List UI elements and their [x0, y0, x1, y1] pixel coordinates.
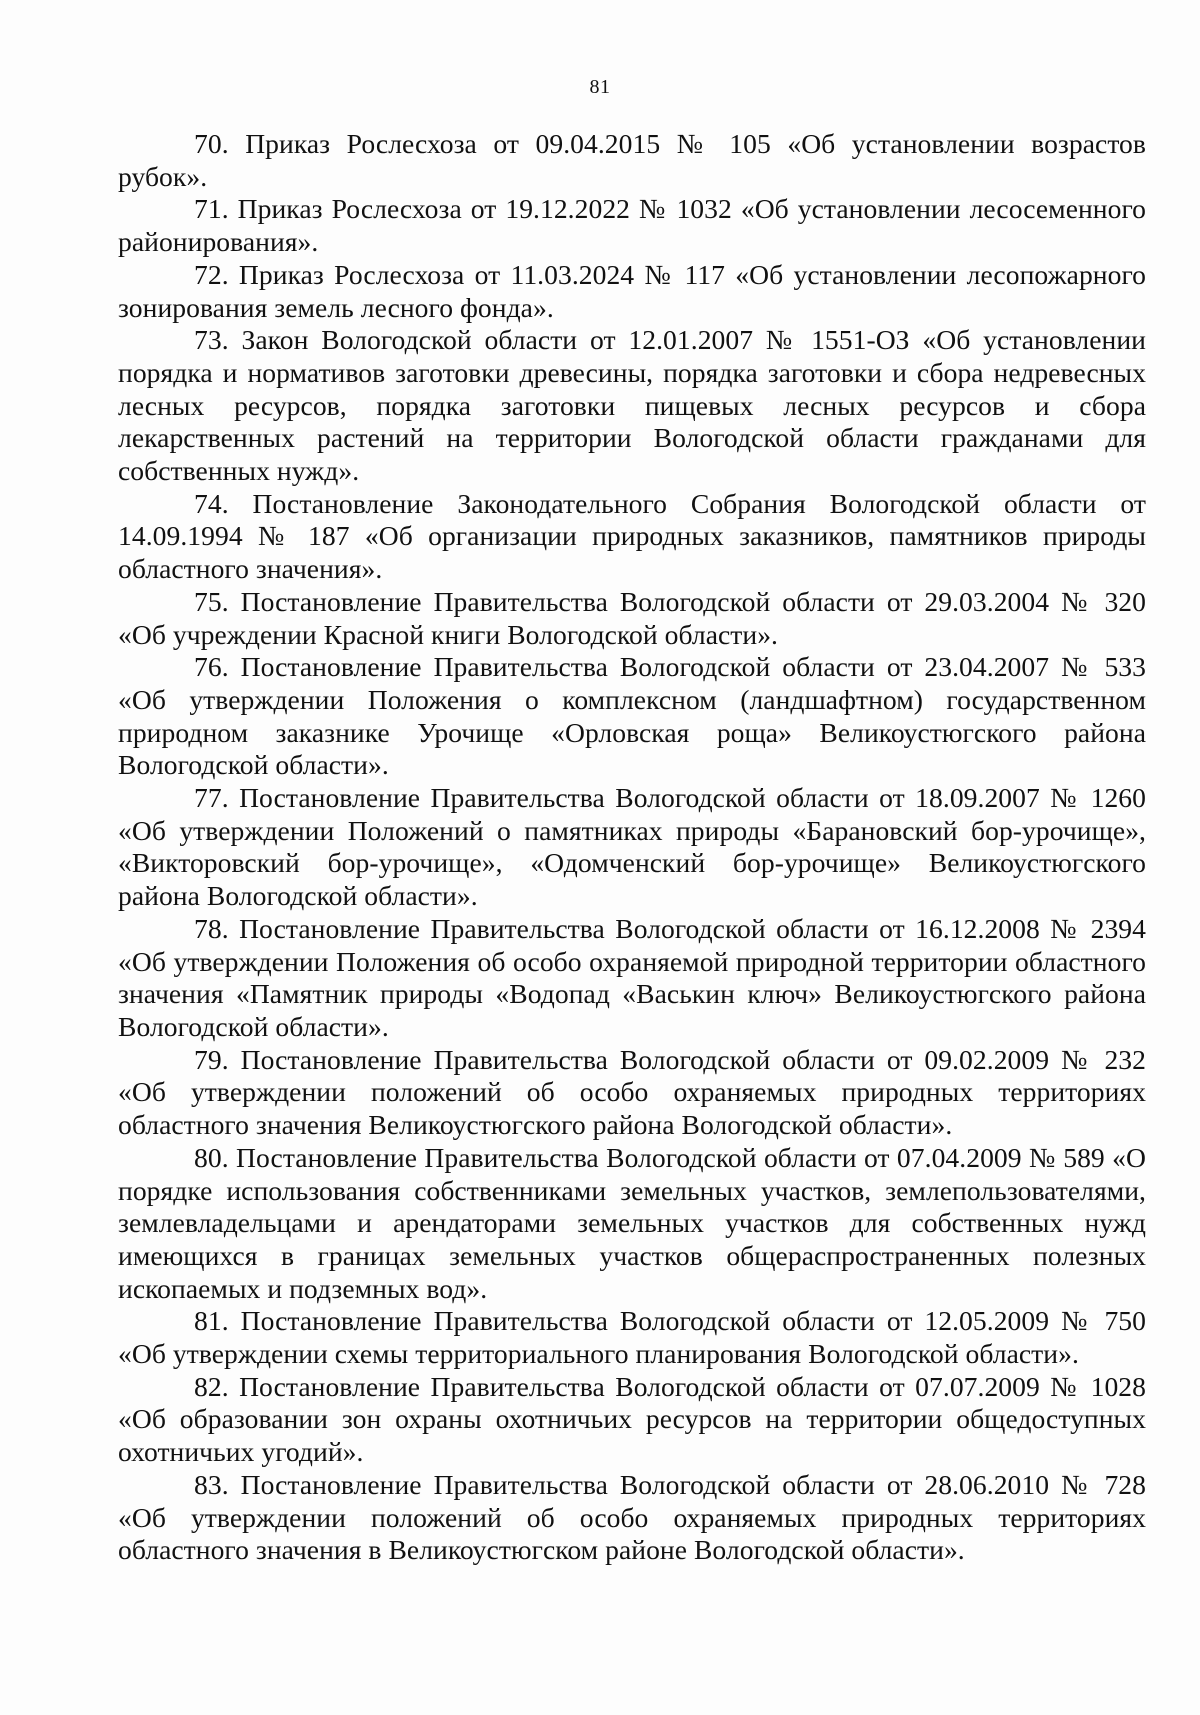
- page-number: 81: [589, 76, 611, 98]
- list-item: 73. Закон Вологодской области от 12.01.2007 № 1551-ОЗ «Об установлении порядка и нормативов заготовки древесины, порядка заготовки и сбора недревесных лесных ресурсов, порядка заготовки пищевых лесных ресурсов и сбора лекарственных растений на территории Вологодской области гражданами для собственных нужд».: [118, 324, 1146, 487]
- list-item: 75. Постановление Правительства Вологодской области от 29.03.2004 № 320 «Об учреждении Красной книги Вологодской области».: [118, 585, 1146, 650]
- list-item: 81. Постановление Правительства Вологодской области от 12.05.2009 № 750 «Об утверждении схемы территориального планирования Вологодской области».: [118, 1305, 1146, 1370]
- list-item: 71. Приказ Рослесхоза от 19.12.2022 № 1032 «Об установлении лесосеменного районирования».: [118, 193, 1146, 258]
- list-item: 83. Постановление Правительства Вологодской области от 28.06.2010 № 728 «Об утверждении положений об особо охраняемых природных территориях областного значения в Великоустюгском районе Вологодской области».: [118, 1468, 1146, 1566]
- list-item: 82. Постановление Правительства Вологодской области от 07.07.2009 № 1028 «Об образовании зон охраны охотничьих ресурсов на территории общедоступных охотничьих угодий».: [118, 1370, 1146, 1468]
- list-item: 78. Постановление Правительства Вологодской области от 16.12.2008 № 2394 «Об утверждении Положения об особо охраняемой природной территории областного значения «Памятник природы «Водопад «Васькин ключ» Великоустюгского района Вологодской области».: [118, 912, 1146, 1042]
- list-item: 77. Постановление Правительства Вологодской области от 18.09.2007 № 1260 «Об утверждении Положений о памятниках природы «Барановский бор-урочище», «Викторовский бор-урочище», «Одомченский бор-урочище» Великоустюгского района Вологодской области».: [118, 782, 1146, 912]
- list-item: 72. Приказ Рослесхоза от 11.03.2024 № 117 «Об установлении лесопожарного зонирования земель лесного фонда».: [118, 258, 1146, 323]
- list-item: 70. Приказ Рослесхоза от 09.04.2015 № 105 «Об установлении возрастов рубок».: [118, 128, 1146, 192]
- list-item: 76. Постановление Правительства Вологодской области от 23.04.2007 № 533 «Об утверждении Положения о комплексном (ландшафтном) государственном природном заказнике Урочище «Орловская роща» Великоустюгского района Вологодской области».: [118, 651, 1146, 781]
- list-item: 74. Постановление Законодательного Собрания Вологодской области от 14.09.1994 № 187 «Об организации природных заказников, памятников природы областного значения».: [118, 487, 1146, 585]
- list-item: 80. Постановление Правительства Вологодской области от 07.04.2009 № 589 «О порядке использования собственниками земельных участков, землепользователями, землевладельцами и арендаторами земельных участков для собственных нужд имеющихся в границах земельных участков общераспространенных полезных ископаемых и подземных вод».: [118, 1141, 1146, 1304]
- list-item: 79. Постановление Правительства Вологодской области от 09.02.2009 № 232 «Об утверждении положений об особо охраняемых природных территориях областного значения Великоустюгского района Вологодской области».: [118, 1043, 1146, 1141]
- reference-list: [118, 128, 1146, 1567]
